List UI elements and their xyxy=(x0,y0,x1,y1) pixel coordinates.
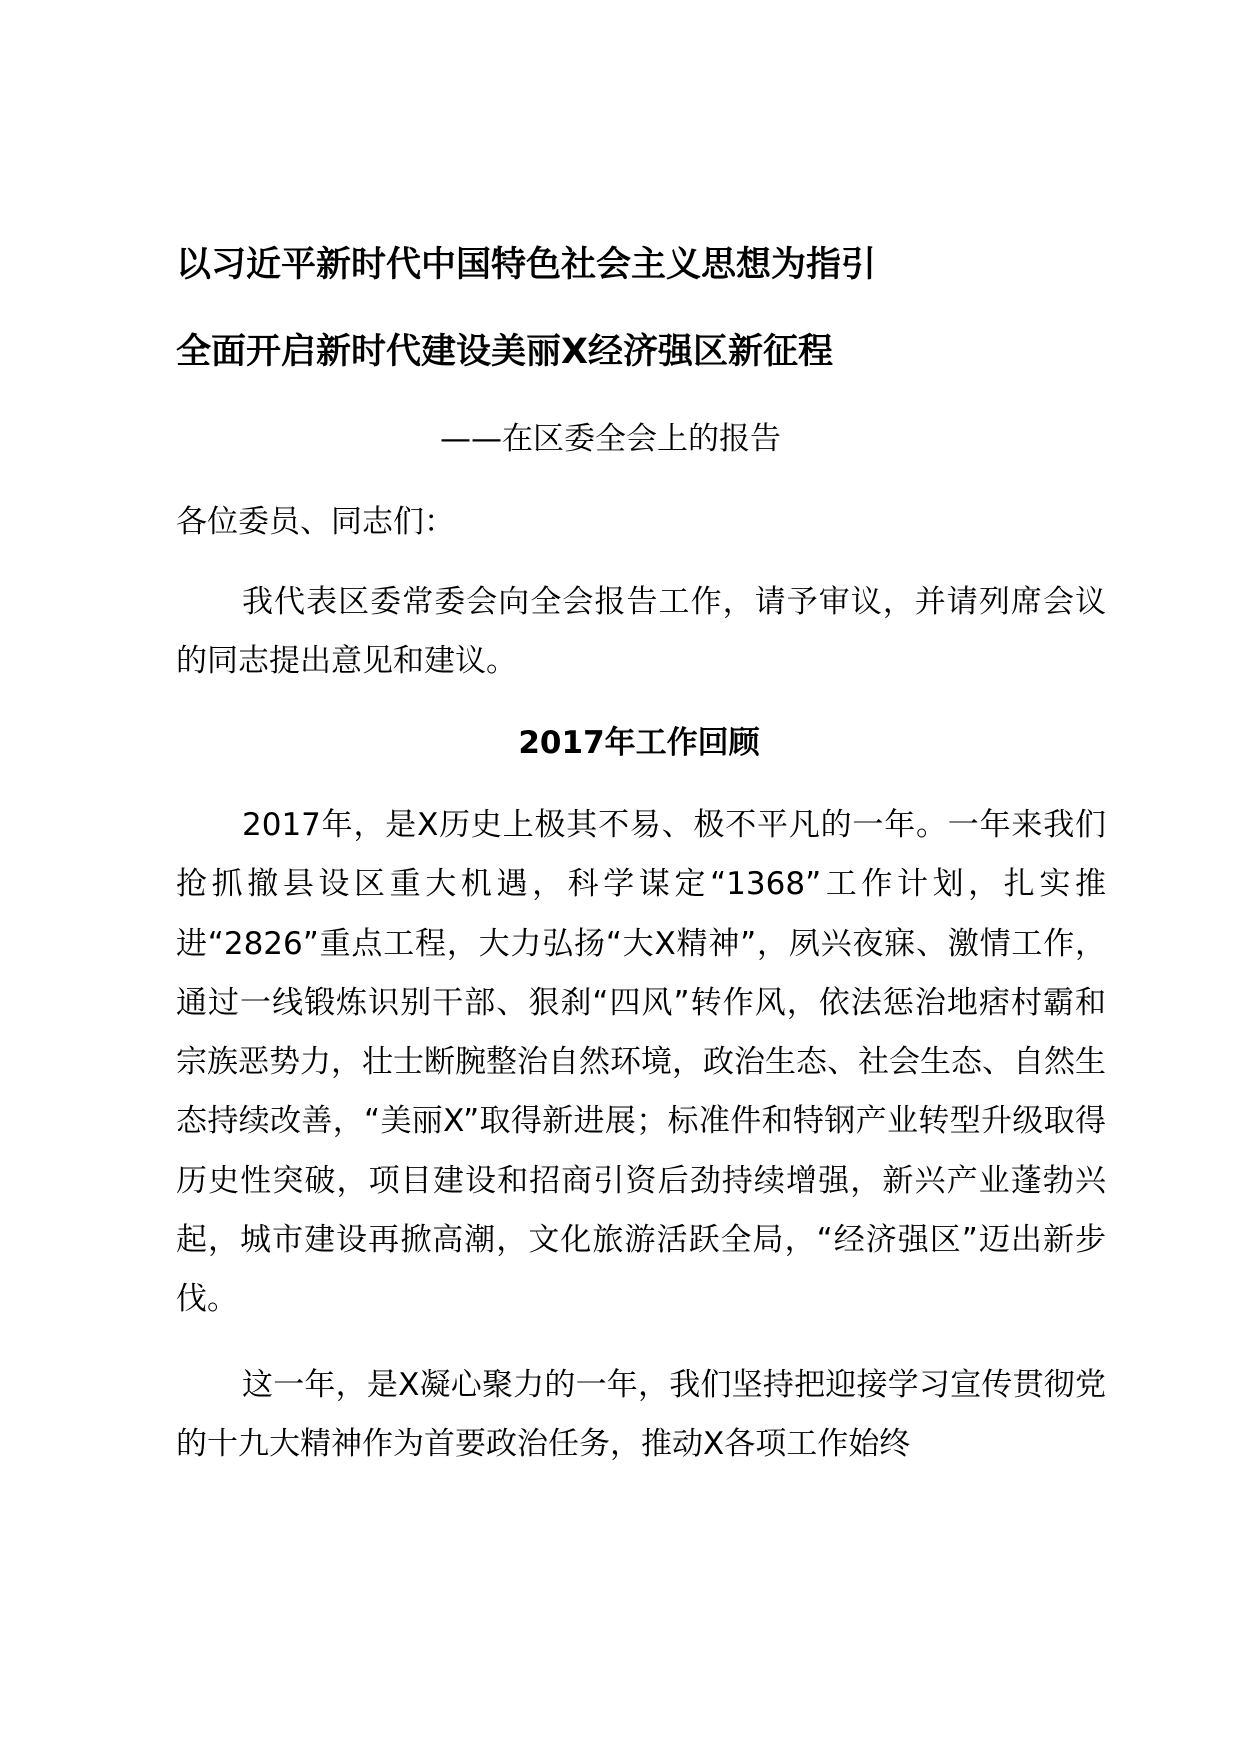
paragraph-continued: 这一年，是X凝心聚力的一年，我们坚持把迎接学习宣传贯彻党的十九大精神作为首要政治任务，推动X各项工作始终 xyxy=(176,1367,1106,1463)
salutation: 各位委员、同志们： xyxy=(176,504,455,540)
document-subtitle: ——在区委全会上的报告 xyxy=(440,421,781,457)
document-title-line-2: 全面开启新时代建设美丽X经济强区新征程 xyxy=(176,332,833,372)
paragraph-review: 2017年，是X历史上极其不易、极不平凡的一年。一年来我们抢抓撤县设区重大机遇，科学谋定“1368”工作计划，扎实推进“2826”重点工程，大力弘扬“大X精神”，夙兴夜寐、激情工作，通过一线锻炼识别干部、狠刹“四风”转作风，依法惩治地痞村霸和宗族恶势力，壮士断腕整治自然环境，政治生态、社会生态、自然生态持续改善，“美丽X”取得新进展；标准件和特钢产业转型升级取得历史性突破，项目建设和招商引资后劲持续增强，新兴产业蓬勃兴起，城市建设再掀高潮，文化旅游活跃全局，“经济强区”迈出新步伐。 xyxy=(176,807,1106,1318)
section-heading: 2017年工作回顾 xyxy=(518,725,760,761)
paragraph-intro: 我代表区委常委会向全会报告工作，请予审议，并请列席会议的同志提出意见和建议。 xyxy=(176,584,1106,680)
document-title-line-1: 以习近平新时代中国特色社会主义思想为指引 xyxy=(176,245,877,285)
